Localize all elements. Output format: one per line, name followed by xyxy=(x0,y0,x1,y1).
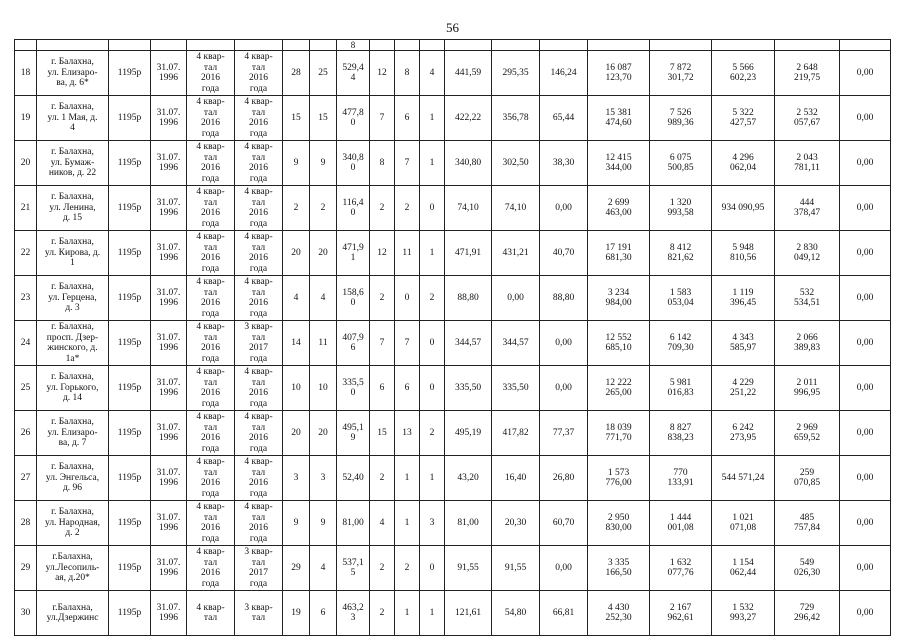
value-cell-c15: 0,00 xyxy=(540,366,588,411)
value-cell-c17: 1 632 077,76 xyxy=(650,546,712,591)
planned-date-cell: 4 квар- тал 2016 года xyxy=(187,501,235,546)
planned-date-cell: 4 квар- тал 2016 года xyxy=(187,546,235,591)
value-cell-c12: 0 xyxy=(420,366,445,411)
value-cell-c16: 16 087 123,70 xyxy=(588,51,650,96)
value-cell-c15: 60,70 xyxy=(540,501,588,546)
value-cell-c19: 259 070,85 xyxy=(775,456,840,501)
address-cell: г. Балахна, ул. Кирова, д. 1 xyxy=(37,231,109,276)
value-cell-c7: 20 xyxy=(283,231,310,276)
address-cell: г. Балахна, ул. Елизаро- ва, д. 6* xyxy=(37,51,109,96)
value-cell-c19: 485 757,84 xyxy=(775,501,840,546)
address-cell: г.Балахна, ул.Дзержинс xyxy=(37,591,109,636)
value-cell-c14: 91,55 xyxy=(492,546,540,591)
value-cell-c10: 2 xyxy=(370,186,395,231)
order-number-cell: 1195р xyxy=(109,96,151,141)
value-cell-c20: 0,00 xyxy=(840,366,891,411)
row-number: 22 xyxy=(15,231,37,276)
value-cell-c15: 0,00 xyxy=(540,321,588,366)
value-cell-c9: 116,4 0 xyxy=(337,186,370,231)
value-cell-c19: 2 969 659,52 xyxy=(775,411,840,456)
value-cell-c12: 1 xyxy=(420,591,445,636)
value-cell-c9: 463,2 3 xyxy=(337,591,370,636)
value-cell-c20: 0,00 xyxy=(840,456,891,501)
order-date-cell: 31.07. 1996 xyxy=(151,51,187,96)
value-cell-c18: 544 571,24 xyxy=(712,456,775,501)
value-cell-c11: 7 xyxy=(395,321,420,366)
value-cell-c17: 770 133,91 xyxy=(650,456,712,501)
address-cell: г. Балахна, ул. Герцена, д. 3 xyxy=(37,276,109,321)
value-cell-c18: 5 566 602,23 xyxy=(712,51,775,96)
value-cell-c9: 335,5 0 xyxy=(337,366,370,411)
page-number: 56 xyxy=(446,20,459,35)
value-cell-c7: 19 xyxy=(283,591,310,636)
value-cell-c13: 121,61 xyxy=(445,591,492,636)
value-cell-c10: 2 xyxy=(370,546,395,591)
planned-date-cell: 4 квар- тал 2016 года xyxy=(187,186,235,231)
row-number: 23 xyxy=(15,276,37,321)
value-cell-c15: 40,70 xyxy=(540,231,588,276)
value-cell-c16: 2 699 463,00 xyxy=(588,186,650,231)
table-row xyxy=(15,51,891,96)
value-cell-c20: 0,00 xyxy=(840,51,891,96)
value-cell-c11: 7 xyxy=(395,141,420,186)
table-row xyxy=(15,411,891,456)
order-date-cell: 31.07. 1996 xyxy=(151,546,187,591)
value-cell-c15: 88,80 xyxy=(540,276,588,321)
value-cell-c10: 12 xyxy=(370,231,395,276)
value-cell-c11: 6 xyxy=(395,366,420,411)
value-cell-c9: 471,9 1 xyxy=(337,231,370,276)
value-cell-c12: 1 xyxy=(420,96,445,141)
row-number: 19 xyxy=(15,96,37,141)
value-cell-c12: 3 xyxy=(420,501,445,546)
value-cell-c19: 2 066 389,83 xyxy=(775,321,840,366)
row-number: 25 xyxy=(15,366,37,411)
value-cell-c16: 12 552 685,10 xyxy=(588,321,650,366)
value-cell-c11: 8 xyxy=(395,51,420,96)
value-cell-c7: 3 xyxy=(283,456,310,501)
value-cell-c12: 1 xyxy=(420,231,445,276)
value-cell-c11: 1 xyxy=(395,591,420,636)
value-cell-c18: 1 021 071,08 xyxy=(712,501,775,546)
value-cell-c7: 20 xyxy=(283,411,310,456)
actual-date-cell: 4 квар- тал 2016 года xyxy=(235,366,283,411)
order-date-cell: 31.07. 1996 xyxy=(151,96,187,141)
order-date-cell: 31.07. 1996 xyxy=(151,411,187,456)
actual-date-cell: 3 квар- тал 2017 года xyxy=(235,546,283,591)
value-cell-c19: 549 026,30 xyxy=(775,546,840,591)
value-cell-c14: 431,21 xyxy=(492,231,540,276)
value-cell-c7: 15 xyxy=(283,96,310,141)
order-date-cell: 31.07. 1996 xyxy=(151,141,187,186)
value-cell-c12: 2 xyxy=(420,411,445,456)
value-cell-c13: 471,91 xyxy=(445,231,492,276)
table-row xyxy=(15,546,891,591)
value-cell-c9: 537,1 5 xyxy=(337,546,370,591)
row-number: 24 xyxy=(15,321,37,366)
value-cell-c16: 4 430 252,30 xyxy=(588,591,650,636)
table-row xyxy=(15,96,891,141)
table-row xyxy=(15,141,891,186)
value-cell-c9: 340,8 0 xyxy=(337,141,370,186)
value-cell-c8: 20 xyxy=(310,411,337,456)
value-cell-c11: 1 xyxy=(395,456,420,501)
value-cell-c14: 295,35 xyxy=(492,51,540,96)
order-number-cell: 1195р xyxy=(109,501,151,546)
housing-table xyxy=(14,39,891,636)
actual-date-cell: 4 квар- тал 2016 года xyxy=(235,186,283,231)
value-cell-c9: 477,8 0 xyxy=(337,96,370,141)
value-cell-c11: 11 xyxy=(395,231,420,276)
value-cell-c20: 0,00 xyxy=(840,276,891,321)
row-number: 30 xyxy=(15,591,37,636)
value-cell-c9: 158,6 0 xyxy=(337,276,370,321)
value-cell-c20: 0,00 xyxy=(840,591,891,636)
value-cell-c12: 0 xyxy=(420,546,445,591)
value-cell-c8: 4 xyxy=(310,546,337,591)
value-cell-c14: 74,10 xyxy=(492,186,540,231)
actual-date-cell: 4 квар- тал 2016 года xyxy=(235,141,283,186)
order-date-cell: 31.07. 1996 xyxy=(151,366,187,411)
value-cell-c15: 66,81 xyxy=(540,591,588,636)
actual-date-cell: 4 квар- тал 2016 года xyxy=(235,231,283,276)
value-cell-c8: 15 xyxy=(310,96,337,141)
value-cell-c16: 17 191 681,30 xyxy=(588,231,650,276)
value-cell-c15: 38,30 xyxy=(540,141,588,186)
value-cell-c13: 81,00 xyxy=(445,501,492,546)
value-cell-c14: 302,50 xyxy=(492,141,540,186)
value-cell-c7: 28 xyxy=(283,51,310,96)
value-cell-c20: 0,00 xyxy=(840,141,891,186)
value-cell-c18: 5 322 427,57 xyxy=(712,96,775,141)
planned-date-cell: 4 квар- тал 2016 года xyxy=(187,96,235,141)
actual-date-cell: 4 квар- тал 2016 года xyxy=(235,411,283,456)
value-cell-c19: 2 011 996,95 xyxy=(775,366,840,411)
value-cell-c15: 77,37 xyxy=(540,411,588,456)
value-cell-c19: 729 296,42 xyxy=(775,591,840,636)
actual-date-cell: 4 квар- тал 2016 года xyxy=(235,96,283,141)
planned-date-cell: 4 квар- тал 2016 года xyxy=(187,321,235,366)
value-cell-c17: 7 872 301,72 xyxy=(650,51,712,96)
value-cell-c20: 0,00 xyxy=(840,411,891,456)
order-number-cell: 1195р xyxy=(109,51,151,96)
row-number: 21 xyxy=(15,186,37,231)
value-cell-c10: 8 xyxy=(370,141,395,186)
value-cell-c11: 13 xyxy=(395,411,420,456)
value-cell-c17: 8 412 821,62 xyxy=(650,231,712,276)
value-cell-c13: 441,59 xyxy=(445,51,492,96)
value-cell-c16: 18 039 771,70 xyxy=(588,411,650,456)
table-row xyxy=(15,501,891,546)
value-cell-c18: 1 154 062,44 xyxy=(712,546,775,591)
value-cell-c9: 407,9 6 xyxy=(337,321,370,366)
value-cell-c18: 6 242 273,95 xyxy=(712,411,775,456)
value-cell-c15: 26,80 xyxy=(540,456,588,501)
value-cell-c20: 0,00 xyxy=(840,186,891,231)
address-cell: г. Балахна, ул. Народная, д. 2 xyxy=(37,501,109,546)
order-number-cell: 1195р xyxy=(109,411,151,456)
order-number-cell: 1195р xyxy=(109,546,151,591)
table-row xyxy=(15,186,891,231)
value-cell-c13: 340,80 xyxy=(445,141,492,186)
address-cell: г.Балахна, ул.Лесопиль- ая, д.20* xyxy=(37,546,109,591)
address-cell: г. Балахна, ул. Елизаро- ва, д. 7 xyxy=(37,411,109,456)
value-cell-c13: 495,19 xyxy=(445,411,492,456)
value-cell-c10: 2 xyxy=(370,276,395,321)
value-cell-c10: 15 xyxy=(370,411,395,456)
actual-date-cell: 4 квар- тал 2016 года xyxy=(235,276,283,321)
order-number-cell: 1195р xyxy=(109,231,151,276)
table-row xyxy=(15,231,891,276)
value-cell-c15: 0,00 xyxy=(540,186,588,231)
value-cell-c18: 4 343 585,97 xyxy=(712,321,775,366)
value-cell-c9: 52,40 xyxy=(337,456,370,501)
value-cell-c15: 146,24 xyxy=(540,51,588,96)
value-cell-c12: 1 xyxy=(420,141,445,186)
value-cell-c11: 6 xyxy=(395,96,420,141)
actual-date-cell: 4 квар- тал 2016 года xyxy=(235,51,283,96)
address-cell: г. Балахна, ул. Горького, д. 14 xyxy=(37,366,109,411)
order-number-cell: 1195р xyxy=(109,366,151,411)
order-number-cell: 1195р xyxy=(109,186,151,231)
order-number-cell: 1195р xyxy=(109,141,151,186)
value-cell-c12: 1 xyxy=(420,456,445,501)
planned-date-cell: 4 квар- тал 2016 года xyxy=(187,456,235,501)
value-cell-c17: 2 167 962,61 xyxy=(650,591,712,636)
value-cell-c14: 356,78 xyxy=(492,96,540,141)
value-cell-c17: 5 981 016,83 xyxy=(650,366,712,411)
value-cell-c17: 6 075 500,85 xyxy=(650,141,712,186)
order-number-cell: 1195р xyxy=(109,321,151,366)
planned-date-cell: 4 квар- тал 2016 года xyxy=(187,366,235,411)
value-cell-c18: 934 090,95 xyxy=(712,186,775,231)
order-number-cell: 1195р xyxy=(109,276,151,321)
value-cell-c14: 417,82 xyxy=(492,411,540,456)
planned-date-cell: 4 квар- тал 2016 года xyxy=(187,411,235,456)
value-cell-c16: 3 335 166,50 xyxy=(588,546,650,591)
value-cell-c16: 15 381 474,60 xyxy=(588,96,650,141)
value-cell-c18: 1 119 396,45 xyxy=(712,276,775,321)
row-number: 28 xyxy=(15,501,37,546)
value-cell-c7: 9 xyxy=(283,501,310,546)
value-cell-c10: 4 xyxy=(370,501,395,546)
row-number: 20 xyxy=(15,141,37,186)
value-cell-c12: 4 xyxy=(420,51,445,96)
value-cell-c16: 2 950 830,00 xyxy=(588,501,650,546)
value-cell-c19: 2 043 781,11 xyxy=(775,141,840,186)
value-cell-c19: 2 532 057,67 xyxy=(775,96,840,141)
planned-date-cell: 4 квар- тал 2016 года xyxy=(187,141,235,186)
value-cell-c19: 2 648 219,75 xyxy=(775,51,840,96)
table-row xyxy=(15,456,891,501)
actual-date-cell: 3 квар- тал xyxy=(235,591,283,636)
value-cell-c8: 2 xyxy=(310,186,337,231)
value-cell-c11: 1 xyxy=(395,501,420,546)
value-cell-c8: 25 xyxy=(310,51,337,96)
value-cell-c8: 9 xyxy=(310,141,337,186)
value-cell-c10: 6 xyxy=(370,366,395,411)
value-cell-c9: 81,00 xyxy=(337,501,370,546)
value-cell-c8: 3 xyxy=(310,456,337,501)
value-cell-c20: 0,00 xyxy=(840,501,891,546)
value-cell-c8: 10 xyxy=(310,366,337,411)
value-cell-c17: 1 583 053,04 xyxy=(650,276,712,321)
value-cell-c9: 529,4 4 xyxy=(337,51,370,96)
value-cell-c17: 1 444 001,08 xyxy=(650,501,712,546)
address-cell: г. Балахна, ул. 1 Мая, д. 4 xyxy=(37,96,109,141)
planned-date-cell: 4 квар- тал xyxy=(187,591,235,636)
value-cell-c18: 1 532 993,27 xyxy=(712,591,775,636)
value-cell-c13: 422,22 xyxy=(445,96,492,141)
order-date-cell: 31.07. 1996 xyxy=(151,231,187,276)
column-index-row xyxy=(15,40,891,51)
address-cell: г. Балахна, просп. Дзер- жинского, д. 1а* xyxy=(37,321,109,366)
address-cell: г. Балахна, ул. Энгельса, д. 96 xyxy=(37,456,109,501)
value-cell-c13: 88,80 xyxy=(445,276,492,321)
value-cell-c19: 444 378,47 xyxy=(775,186,840,231)
value-cell-c7: 2 xyxy=(283,186,310,231)
planned-date-cell: 4 квар- тал 2016 года xyxy=(187,231,235,276)
value-cell-c19: 2 830 049,12 xyxy=(775,231,840,276)
value-cell-c17: 1 320 993,58 xyxy=(650,186,712,231)
order-date-cell: 31.07. 1996 xyxy=(151,276,187,321)
value-cell-c14: 54,80 xyxy=(492,591,540,636)
value-cell-c18: 5 948 810,56 xyxy=(712,231,775,276)
value-cell-c20: 0,00 xyxy=(840,321,891,366)
value-cell-c15: 65,44 xyxy=(540,96,588,141)
value-cell-c14: 0,00 xyxy=(492,276,540,321)
row-number: 18 xyxy=(15,51,37,96)
value-cell-c10: 7 xyxy=(370,96,395,141)
value-cell-c16: 3 234 984,00 xyxy=(588,276,650,321)
value-cell-c18: 4 296 062,04 xyxy=(712,141,775,186)
value-cell-c11: 2 xyxy=(395,186,420,231)
value-cell-c13: 74,10 xyxy=(445,186,492,231)
value-cell-c7: 29 xyxy=(283,546,310,591)
value-cell-c12: 2 xyxy=(420,276,445,321)
value-cell-c10: 7 xyxy=(370,321,395,366)
value-cell-c10: 2 xyxy=(370,591,395,636)
value-cell-c7: 10 xyxy=(283,366,310,411)
actual-date-cell: 3 квар- тал 2017 года xyxy=(235,321,283,366)
value-cell-c18: 4 229 251,22 xyxy=(712,366,775,411)
value-cell-c14: 335,50 xyxy=(492,366,540,411)
order-number-cell: 1195р xyxy=(109,591,151,636)
value-cell-c17: 8 827 838,23 xyxy=(650,411,712,456)
value-cell-c7: 4 xyxy=(283,276,310,321)
order-date-cell: 31.07. 1996 xyxy=(151,321,187,366)
value-cell-c8: 9 xyxy=(310,501,337,546)
table-row xyxy=(15,321,891,366)
planned-date-cell: 4 квар- тал 2016 года xyxy=(187,276,235,321)
order-date-cell: 31.07. 1996 xyxy=(151,591,187,636)
value-cell-c10: 12 xyxy=(370,51,395,96)
order-date-cell: 31.07. 1996 xyxy=(151,186,187,231)
order-number-cell: 1195р xyxy=(109,456,151,501)
value-cell-c16: 1 573 776,00 xyxy=(588,456,650,501)
address-cell: г. Балахна, ул. Бумаж- ников, д. 22 xyxy=(37,141,109,186)
column-index: 8 xyxy=(337,40,370,51)
row-number: 29 xyxy=(15,546,37,591)
value-cell-c20: 0,00 xyxy=(840,96,891,141)
value-cell-c13: 91,55 xyxy=(445,546,492,591)
row-number: 27 xyxy=(15,456,37,501)
value-cell-c13: 43,20 xyxy=(445,456,492,501)
order-date-cell: 31.07. 1996 xyxy=(151,456,187,501)
table-row xyxy=(15,276,891,321)
table-row xyxy=(15,366,891,411)
value-cell-c14: 20,30 xyxy=(492,501,540,546)
row-number: 26 xyxy=(15,411,37,456)
value-cell-c17: 6 142 709,30 xyxy=(650,321,712,366)
value-cell-c8: 6 xyxy=(310,591,337,636)
planned-date-cell: 4 квар- тал 2016 года xyxy=(187,51,235,96)
value-cell-c13: 335,50 xyxy=(445,366,492,411)
address-cell: г. Балахна, ул. Ленина, д. 15 xyxy=(37,186,109,231)
value-cell-c16: 12 222 265,00 xyxy=(588,366,650,411)
value-cell-c15: 0,00 xyxy=(540,546,588,591)
value-cell-c7: 14 xyxy=(283,321,310,366)
value-cell-c20: 0,00 xyxy=(840,231,891,276)
value-cell-c19: 532 534,51 xyxy=(775,276,840,321)
value-cell-c16: 12 415 344,00 xyxy=(588,141,650,186)
value-cell-c9: 495,1 9 xyxy=(337,411,370,456)
value-cell-c11: 0 xyxy=(395,276,420,321)
value-cell-c20: 0,00 xyxy=(840,546,891,591)
value-cell-c8: 20 xyxy=(310,231,337,276)
value-cell-c12: 0 xyxy=(420,321,445,366)
value-cell-c8: 4 xyxy=(310,276,337,321)
actual-date-cell: 4 квар- тал 2016 года xyxy=(235,501,283,546)
value-cell-c17: 7 526 989,36 xyxy=(650,96,712,141)
value-cell-c7: 9 xyxy=(283,141,310,186)
table-row xyxy=(15,591,891,636)
value-cell-c13: 344,57 xyxy=(445,321,492,366)
order-date-cell: 31.07. 1996 xyxy=(151,501,187,546)
value-cell-c11: 2 xyxy=(395,546,420,591)
value-cell-c10: 2 xyxy=(370,456,395,501)
value-cell-c12: 0 xyxy=(420,186,445,231)
value-cell-c14: 16,40 xyxy=(492,456,540,501)
value-cell-c8: 11 xyxy=(310,321,337,366)
value-cell-c14: 344,57 xyxy=(492,321,540,366)
actual-date-cell: 4 квар- тал 2016 года xyxy=(235,456,283,501)
